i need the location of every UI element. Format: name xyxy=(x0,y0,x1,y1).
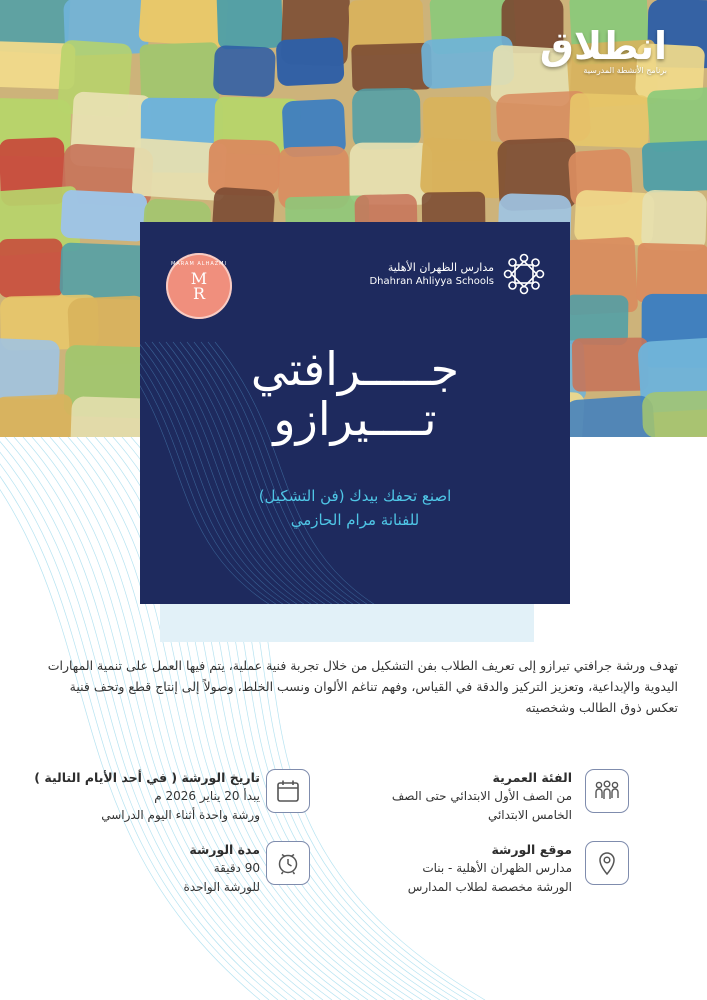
age-line-2: الخامس الابتدائي xyxy=(487,808,572,822)
title-line-2: تــــيرازو xyxy=(273,392,437,446)
location-line-1: مدارس الظهران الأهلية - بنات xyxy=(422,861,572,875)
school-logo xyxy=(369,252,546,296)
group-icon xyxy=(585,769,629,813)
age-heading: الفئة العمرية xyxy=(492,770,572,785)
duration-heading: مدة الورشة xyxy=(189,842,260,857)
title-line-1: جـــــرافتي xyxy=(250,342,460,396)
location-line-2: الورشة مخصصة لطلاب المدارس xyxy=(407,880,572,894)
title-card xyxy=(140,222,570,604)
calendar-icon xyxy=(266,769,310,813)
age-line-1: من الصف الأول الابتدائي حتى الصف xyxy=(391,789,572,803)
duration-line-1: 90 دقيقة xyxy=(213,861,260,875)
location-heading: موقع الورشة xyxy=(491,842,572,857)
location-pin-icon xyxy=(585,841,629,885)
date-line-2: ورشة واحدة أثناء اليوم الدراسي xyxy=(101,808,260,822)
info-date xyxy=(30,768,260,825)
date-heading: تاريخ الورشة ( في أحد الأيام التالية ) xyxy=(34,770,260,785)
school-name-en: Dhahran Ahliyya Schools xyxy=(369,275,494,287)
school-name-ar: مدارس الظهران الأهلية xyxy=(387,260,494,274)
clock-icon xyxy=(266,841,310,885)
partner-logo xyxy=(166,253,232,319)
info-location xyxy=(352,840,572,897)
subtitle-line-2: للفنانة مرام الحازمي xyxy=(290,511,420,529)
brand-tagline: برنامج الأنشطة المدرسية xyxy=(583,66,667,75)
workshop-description: تهدف ورشة جرافتي تيرازو إلى تعريف الطلاب بفن التشكيل من خلال تجربة فنية عملية، يتم فيها العمل على تنمية المهارات اليدوية والإبداعية، وتعزيز التركيز والدقة في القياس، وفهم تناغم الألوان ونسب الخلط، وصولاً إلى إنتاج قطع وتحف فنية تعكس ذوق الطالب وشخصيته xyxy=(47,658,678,715)
partner-logo-text: MARAM ALHAZMI xyxy=(171,261,227,267)
brand-logo-text: انطلاق xyxy=(539,24,667,68)
duration-line-2: للورشة الواحدة xyxy=(183,880,260,894)
monogram-bottom: R xyxy=(192,284,206,303)
brand-logo xyxy=(540,26,667,76)
subtitle xyxy=(140,484,570,532)
subtitle-line-1: اصنع تحفك بيدك (فن التشكيل) xyxy=(258,487,452,505)
date-line-1: يبدأ 20 يناير 2026 م xyxy=(154,789,260,803)
info-duration xyxy=(60,840,260,897)
info-age xyxy=(352,768,572,825)
school-emblem-icon xyxy=(502,252,546,296)
partner-monogram xyxy=(166,271,232,301)
monogram-top: M xyxy=(190,269,208,288)
